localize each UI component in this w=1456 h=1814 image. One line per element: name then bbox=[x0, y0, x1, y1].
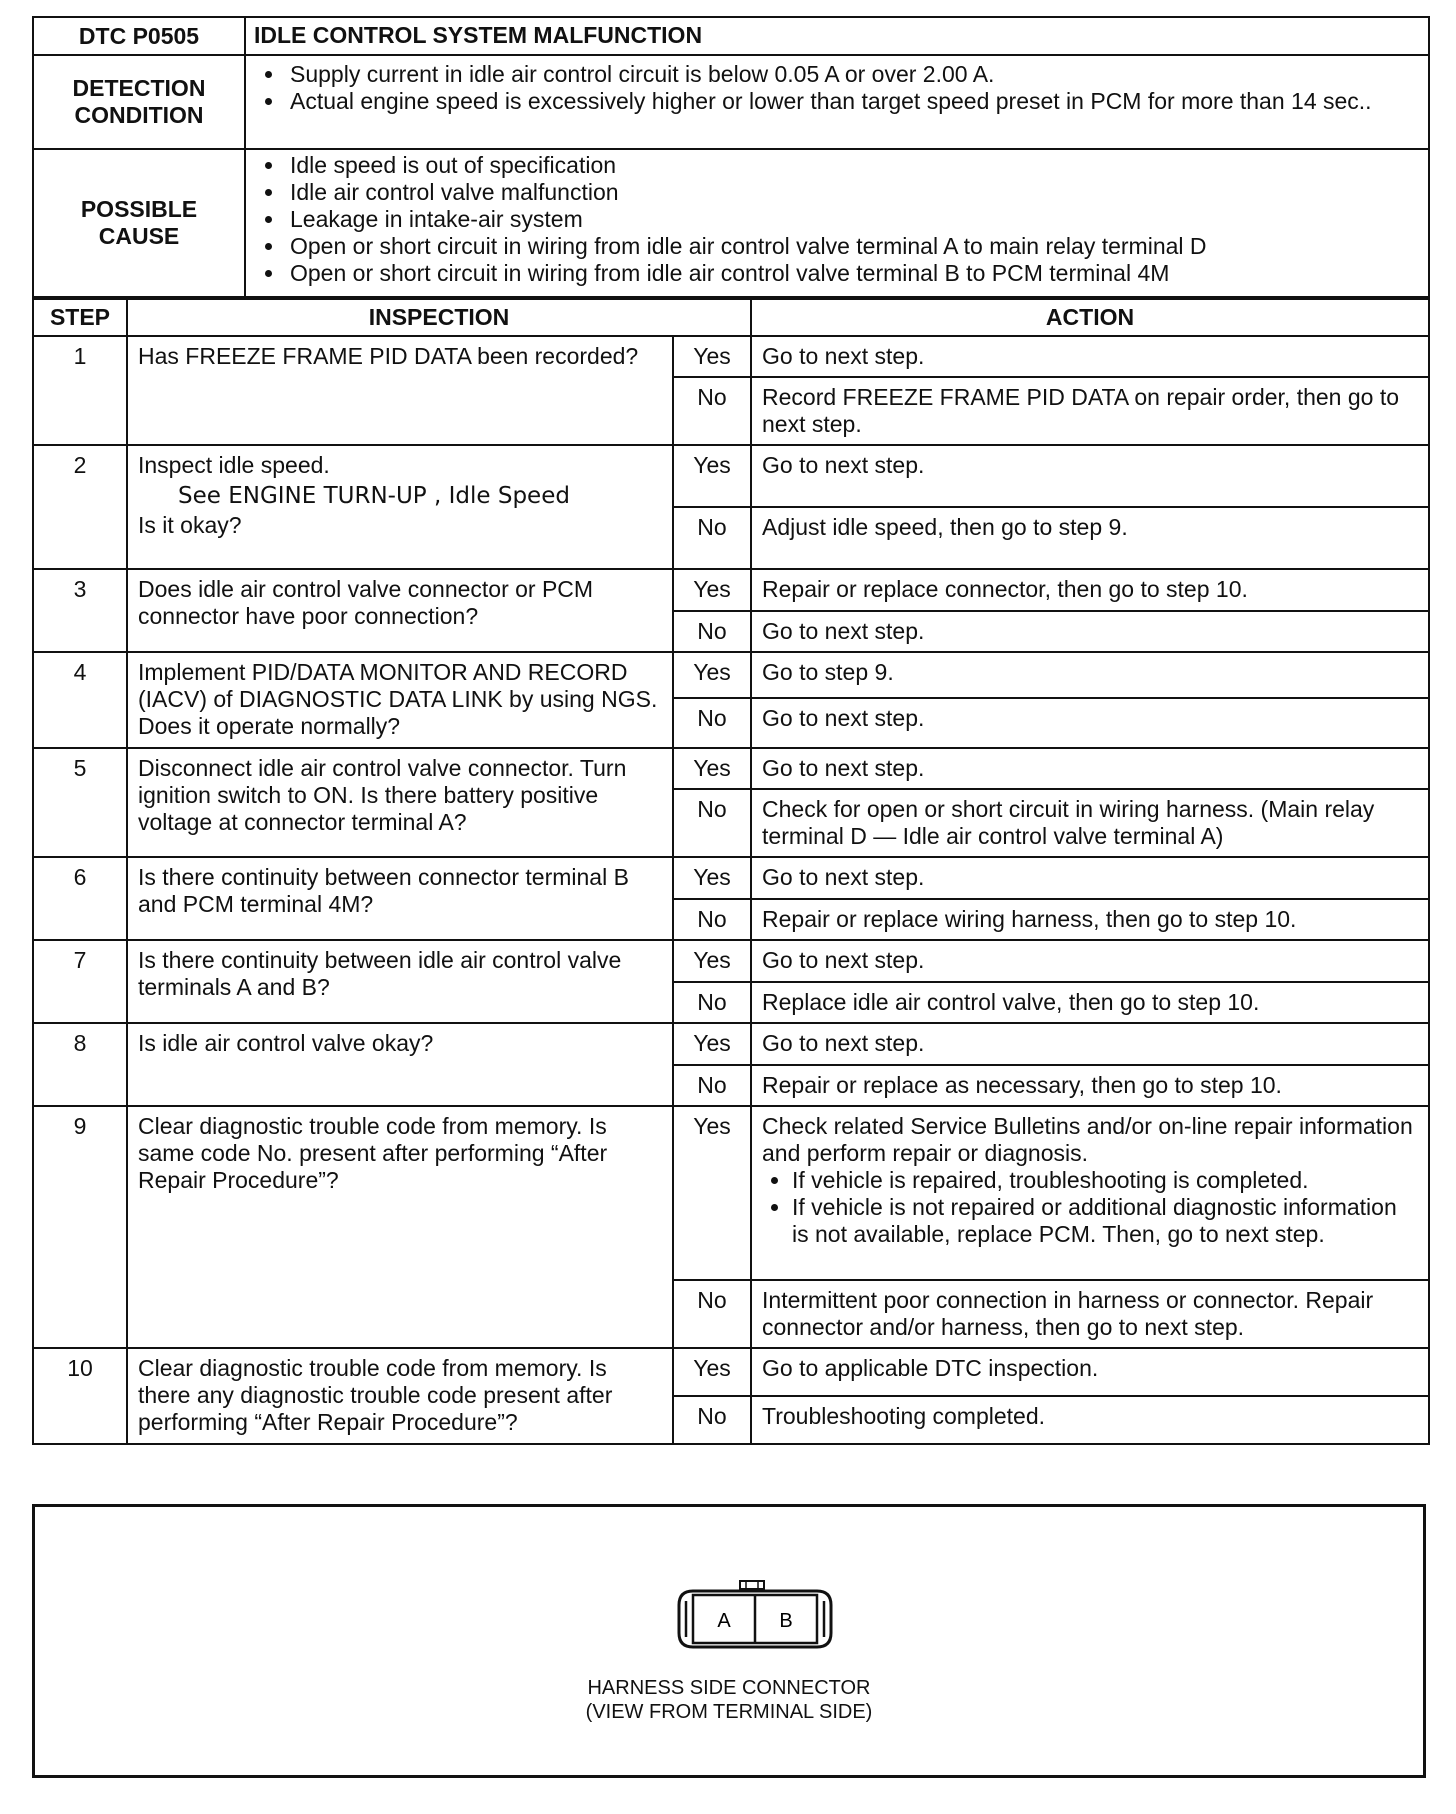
dtc-header-table bbox=[32, 16, 1430, 298]
table-row bbox=[33, 857, 1429, 899]
yes-action: Go to next step. bbox=[751, 748, 1429, 789]
connector-caption-line1: HARNESS SIDE CONNECTOR bbox=[587, 1677, 871, 1699]
detection-item: • Supply current in idle air control circuit is below 0.05 A or over 2.00 A. bbox=[286, 61, 1420, 88]
connector-lock-tab bbox=[740, 1581, 764, 1589]
no-label: No bbox=[673, 982, 751, 1023]
no-action: Go to next step. bbox=[751, 698, 1429, 748]
cause-item: • Leakage in intake-air system bbox=[286, 206, 1420, 233]
step-number: 4 bbox=[33, 652, 127, 748]
yes-label: Yes bbox=[673, 1106, 751, 1280]
yes-action-bullets bbox=[762, 1167, 1418, 1248]
no-action: Repair or replace wiring harness, then go to step 10. bbox=[751, 899, 1429, 940]
no-label: No bbox=[673, 377, 751, 445]
yes-label: Yes bbox=[673, 652, 751, 698]
no-action: Check for open or short circuit in wiring harness. (Main relay terminal D — Idle air control valve terminal A) bbox=[751, 789, 1429, 857]
table-row bbox=[33, 652, 1429, 698]
no-action: Intermittent poor connection in harness or connector. Repair connector and/or harness, then go to next step. bbox=[751, 1280, 1429, 1348]
no-label: No bbox=[673, 1396, 751, 1444]
yes-label: Yes bbox=[673, 569, 751, 611]
yes-action: Go to next step. bbox=[751, 857, 1429, 899]
yes-label: Yes bbox=[673, 1023, 751, 1065]
table-row bbox=[33, 1348, 1429, 1396]
yes-action: Go to next step. bbox=[751, 336, 1429, 377]
step-number: 3 bbox=[33, 569, 127, 652]
cause-item: • Open or short circuit in wiring from idle air control valve terminal A to main relay terminal D bbox=[286, 233, 1420, 260]
step-number: 10 bbox=[33, 1348, 127, 1444]
inspection-text: Has FREEZE FRAME PID DATA been recorded? bbox=[127, 336, 673, 445]
yes-label: Yes bbox=[673, 857, 751, 899]
no-action: Replace idle air control valve, then go to step 10. bbox=[751, 982, 1429, 1023]
yes-action: Go to applicable DTC inspection. bbox=[751, 1348, 1429, 1396]
yes-label: Yes bbox=[673, 1348, 751, 1396]
step-number: 7 bbox=[33, 940, 127, 1023]
no-label: No bbox=[673, 1280, 751, 1348]
action-bullet: • If vehicle is repaired, troubleshooting is completed. bbox=[792, 1167, 1418, 1194]
no-action: Record FREEZE FRAME PID DATA on repair order, then go to next step. bbox=[751, 377, 1429, 445]
cause-label-line1: POSSIBLE bbox=[80, 196, 198, 222]
yes-label: Yes bbox=[673, 336, 751, 377]
no-label: No bbox=[673, 611, 751, 652]
yes-action bbox=[751, 1106, 1429, 1280]
table-row bbox=[33, 940, 1429, 982]
step-number: 1 bbox=[33, 336, 127, 445]
no-label: No bbox=[673, 1065, 751, 1106]
no-label: No bbox=[673, 899, 751, 940]
table-row bbox=[33, 1023, 1429, 1065]
no-action: Adjust idle speed, then go to step 9. bbox=[751, 507, 1429, 569]
step-number: 5 bbox=[33, 748, 127, 857]
no-label: No bbox=[673, 698, 751, 748]
possible-cause-list bbox=[245, 149, 1429, 297]
no-action: Repair or replace as necessary, then go to step 10. bbox=[751, 1065, 1429, 1106]
cause-item: • Idle speed is out of specification bbox=[286, 152, 1420, 179]
reference-link[interactable]: See ENGINE TURN-UP , Idle Speed bbox=[178, 483, 570, 509]
detection-condition-label bbox=[33, 55, 245, 149]
inspection-line: Is it okay? bbox=[138, 512, 242, 538]
table-row bbox=[33, 748, 1429, 789]
yes-action: Go to next step. bbox=[751, 1023, 1429, 1065]
yes-action: Repair or replace connector, then go to step 10. bbox=[751, 569, 1429, 611]
yes-label: Yes bbox=[673, 940, 751, 982]
cause-item: • Open or short circuit in wiring from idle air control valve terminal B to PCM terminal 4M bbox=[286, 260, 1420, 287]
inspection-text bbox=[127, 445, 673, 569]
connector-diagram-box bbox=[32, 1504, 1426, 1778]
yes-label: Yes bbox=[673, 748, 751, 789]
inspection-header: INSPECTION bbox=[127, 299, 751, 336]
inspection-text: Implement PID/DATA MONITOR AND RECORD (IACV) of DIAGNOSTIC DATA LINK by using NGS. Does it operate normally? bbox=[127, 652, 673, 748]
action-header: ACTION bbox=[751, 299, 1429, 336]
action-bullet: • If vehicle is not repaired or additional diagnostic information is not available, replace PCM. Then, go to next step. bbox=[792, 1194, 1418, 1248]
table-header-row bbox=[33, 299, 1429, 336]
step-number: 9 bbox=[33, 1106, 127, 1348]
step-header: STEP bbox=[33, 299, 127, 336]
terminal-b-label: B bbox=[779, 1610, 793, 1632]
inspection-line: Inspect idle speed. bbox=[138, 452, 330, 478]
dtc-title: IDLE CONTROL SYSTEM MALFUNCTION bbox=[245, 17, 1429, 55]
inspection-text: Does idle air control valve connector or PCM connector have poor connection? bbox=[127, 569, 673, 652]
detection-label-line2: CONDITION bbox=[74, 102, 204, 128]
cause-item: • Idle air control valve malfunction bbox=[286, 179, 1420, 206]
inspection-table bbox=[32, 298, 1430, 1445]
yes-action: Go to step 9. bbox=[751, 652, 1429, 698]
possible-cause-label bbox=[33, 149, 245, 297]
inspection-text: Is idle air control valve okay? bbox=[127, 1023, 673, 1106]
table-row bbox=[33, 1106, 1429, 1280]
step-number: 8 bbox=[33, 1023, 127, 1106]
no-action: Troubleshooting completed. bbox=[751, 1396, 1429, 1444]
dtc-code: DTC P0505 bbox=[33, 17, 245, 55]
inspection-text: Disconnect idle air control valve connector. Turn ignition switch to ON. Is there battery positive voltage at connector terminal A? bbox=[127, 748, 673, 857]
yes-label: Yes bbox=[673, 445, 751, 507]
yes-action-text: Check related Service Bulletins and/or on-line repair information and perform repair or diagnosis. bbox=[762, 1113, 1413, 1166]
detection-label-line1: DETECTION bbox=[72, 75, 206, 101]
no-label: No bbox=[673, 789, 751, 857]
inspection-text: Is there continuity between connector terminal B and PCM terminal 4M? bbox=[127, 857, 673, 940]
no-action: Go to next step. bbox=[751, 611, 1429, 652]
inspection-text: Clear diagnostic trouble code from memory. Is there any diagnostic trouble code present after performing “After Repair Procedure”? bbox=[127, 1348, 673, 1444]
no-label: No bbox=[673, 507, 751, 569]
cause-label-line2: CAUSE bbox=[98, 223, 180, 249]
yes-action: Go to next step. bbox=[751, 445, 1429, 507]
table-row bbox=[33, 445, 1429, 507]
table-row bbox=[33, 569, 1429, 611]
detection-item: • Actual engine speed is excessively higher or lower than target speed preset in PCM for more than 14 sec.. bbox=[286, 88, 1420, 115]
table-row bbox=[33, 336, 1429, 377]
step-number: 2 bbox=[33, 445, 127, 569]
step-number: 6 bbox=[33, 857, 127, 940]
connector-caption-line2: (VIEW FROM TERMINAL SIDE) bbox=[585, 1701, 873, 1723]
harness-connector-icon bbox=[675, 1579, 835, 1655]
yes-action: Go to next step. bbox=[751, 940, 1429, 982]
inspection-text: Clear diagnostic trouble code from memory. Is same code No. present after performing “After Repair Procedure”? bbox=[127, 1106, 673, 1348]
detection-condition-list bbox=[245, 55, 1429, 149]
terminal-a-label: A bbox=[717, 1610, 731, 1632]
inspection-text: Is there continuity between idle air control valve terminals A and B? bbox=[127, 940, 673, 1023]
